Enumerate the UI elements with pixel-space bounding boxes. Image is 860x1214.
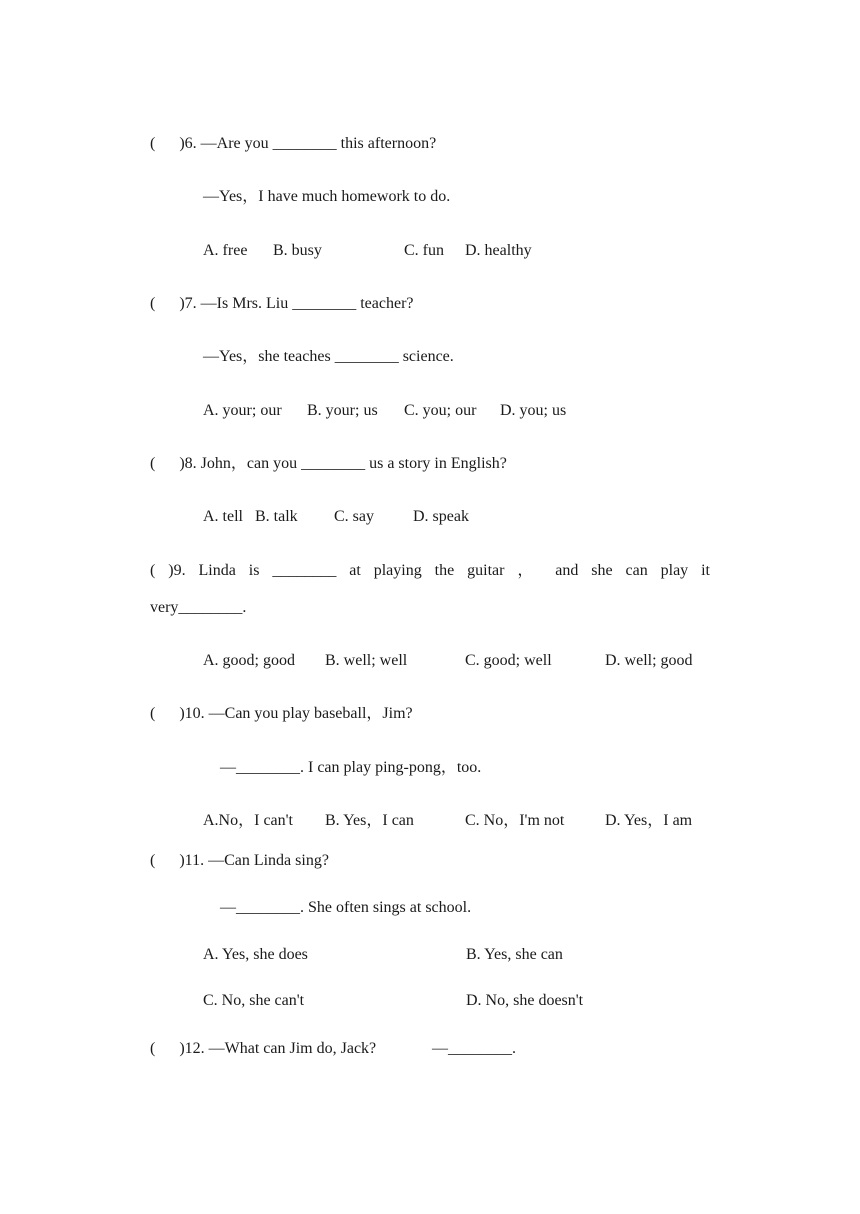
question-11-reply: —________. She often sings at school. xyxy=(220,899,472,916)
question-12-reply: —________. xyxy=(432,1040,516,1057)
question-6-option-b: B. busy xyxy=(273,242,322,259)
question-11-option-c: C. No, she can't xyxy=(203,992,305,1009)
question-11-option-b: B. Yes, she can xyxy=(466,946,563,963)
question-11-option-d: D. No, she doesn't xyxy=(466,992,584,1009)
question-10-reply: —________. I can play ping-pong，too. xyxy=(220,759,482,776)
question-6-reply: —Yes，I have much homework to do. xyxy=(203,188,451,205)
question-6-option-a: A. free xyxy=(203,242,248,259)
question-9-option-c: C. good; well xyxy=(465,652,552,669)
question-8-option-a: A. tell xyxy=(203,508,243,525)
question-9-option-b: B. well; well xyxy=(325,652,408,669)
question-7-option-c: C. you; our xyxy=(404,402,477,419)
question-8-option-c: C. say xyxy=(334,508,374,525)
question-12-stem: ( )12. —What can Jim do, Jack? xyxy=(150,1040,377,1057)
question-9-stem-line-2: very________. xyxy=(150,599,247,616)
question-9-option-d: D. well; good xyxy=(605,652,693,669)
question-7-stem: ( )7. —Is Mrs. Liu ________ teacher? xyxy=(150,295,414,312)
question-6-option-c: C. fun xyxy=(404,242,444,259)
question-10-stem: ( )10. —Can you play baseball，Jim? xyxy=(150,705,413,722)
question-7-option-d: D. you; us xyxy=(500,402,567,419)
question-10-option-d: D. Yes，I am xyxy=(605,812,693,829)
question-10-option-b: B. Yes，I can xyxy=(325,812,414,829)
question-8-option-d: D. speak xyxy=(413,508,469,525)
question-7-reply: —Yes，she teaches ________ science. xyxy=(203,348,454,365)
question-10-option-a: A.No，I can't xyxy=(203,812,293,829)
question-8-stem: ( )8. John，can you ________ us a story in English? xyxy=(150,455,507,472)
question-7-option-a: A. your; our xyxy=(203,402,282,419)
question-6-option-d: D. healthy xyxy=(465,242,532,259)
question-11-option-a: A. Yes, she does xyxy=(203,946,308,963)
question-11-stem: ( )11. —Can Linda sing? xyxy=(150,852,329,869)
question-8-option-b: B. talk xyxy=(255,508,298,525)
question-6-stem: ( )6. —Are you ________ this afternoon? xyxy=(150,135,437,152)
question-10-option-c: C. No，I'm not xyxy=(465,812,565,829)
question-7-option-b: B. your; us xyxy=(307,402,378,419)
question-9-option-a: A. good; good xyxy=(203,652,295,669)
question-9-stem-line-1: ( )9. Linda is ________ at playing the guitar ， and she can play it xyxy=(150,562,710,579)
